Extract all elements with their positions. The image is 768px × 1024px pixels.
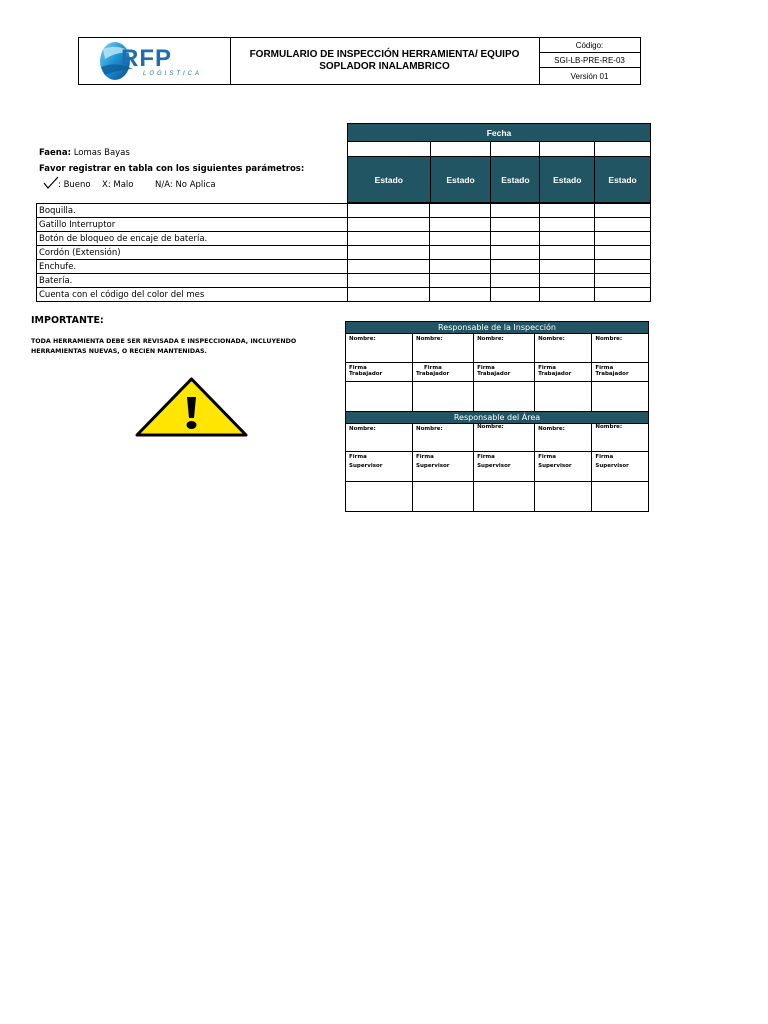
firma-supervisor-cell[interactable]: [474, 452, 535, 482]
responsible-table: [345, 321, 649, 512]
logo-cell: [79, 38, 231, 84]
status-cell[interactable]: [430, 274, 491, 288]
trabajador-label: Trabajador: [416, 371, 450, 377]
status-cell[interactable]: [595, 260, 651, 274]
nombre-cell[interactable]: Nombre:: [535, 334, 592, 363]
status-cell[interactable]: [430, 288, 491, 302]
form-title-line1: FORMULARIO DE INSPECCIÓN HERRAMIENTA/ EQUIPO: [249, 49, 520, 60]
nombre-cell[interactable]: Nombre:: [346, 334, 413, 363]
signature-cell[interactable]: [474, 482, 535, 512]
legend-good: : Bueno: [58, 180, 91, 190]
signature-cell[interactable]: [535, 382, 592, 412]
code-label: Código:: [539, 38, 640, 53]
supervisor-label: Supervisor: [349, 463, 383, 469]
item-label: Cuenta con el código del color del mes: [37, 288, 348, 302]
status-cell[interactable]: [540, 232, 595, 246]
faena-line: [39, 148, 130, 158]
status-cell[interactable]: [491, 204, 540, 218]
firma-supervisor-cell[interactable]: [592, 452, 649, 482]
firma-label: Firma: [595, 365, 614, 371]
nombre-cell[interactable]: Nombre:: [592, 424, 649, 452]
status-cell[interactable]: [595, 274, 651, 288]
item-label: Cordón (Extensión): [37, 246, 348, 260]
status-cell[interactable]: [347, 274, 430, 288]
important-text-line2: HERRAMIENTAS NUEVAS, O RECIEN MANTENIDAS.: [31, 348, 207, 355]
firma-label: Firma: [477, 365, 495, 371]
status-cell[interactable]: [595, 246, 651, 260]
status-cell[interactable]: [491, 274, 540, 288]
status-cell[interactable]: [540, 204, 595, 218]
estado-header-1: Estado: [348, 157, 431, 203]
firma-label: Firma: [424, 365, 442, 371]
signature-cell[interactable]: [413, 382, 474, 412]
status-cell[interactable]: [491, 246, 540, 260]
faena-value: Lomas Bayas: [73, 148, 130, 158]
faena-label: Faena:: [39, 148, 71, 158]
status-cell[interactable]: [491, 288, 540, 302]
important-text-line1: TODA HERRAMIENTA DEBE SER REVISADA E INSPECCIONADA, INCLUYENDO: [31, 338, 297, 345]
trabajador-label: Trabajador: [538, 371, 572, 377]
date-cell-4[interactable]: [540, 142, 595, 157]
status-cell[interactable]: [540, 288, 595, 302]
supervisor-label: Supervisor: [538, 463, 572, 469]
status-cell[interactable]: [430, 232, 491, 246]
version-label: Versión 01: [570, 71, 609, 81]
date-cell-2[interactable]: [430, 142, 491, 157]
date-cell-1[interactable]: [348, 142, 431, 157]
important-title: IMPORTANTE:: [31, 315, 104, 326]
legend-bad: X: Malo: [102, 180, 134, 190]
code-cell: [539, 38, 640, 84]
important-text: [31, 337, 296, 357]
logo-subtext: LOGISTICA: [143, 71, 203, 77]
signature-cell[interactable]: [346, 482, 413, 512]
estado-header-2: Estado: [430, 157, 491, 203]
code-value: SGI-LB-PRE-RE-03: [539, 53, 640, 68]
firma-supervisor-cell[interactable]: [413, 452, 474, 482]
item-label: Batería.: [37, 274, 348, 288]
status-cell[interactable]: [595, 204, 651, 218]
estado-header-5: Estado: [595, 157, 651, 203]
signature-cell[interactable]: [592, 482, 649, 512]
estado-header-4: Estado: [540, 157, 595, 203]
status-cell[interactable]: [491, 260, 540, 274]
nombre-cell[interactable]: Nombre:: [592, 334, 649, 363]
date-cell-3[interactable]: [491, 142, 540, 157]
signature-cell[interactable]: [346, 382, 413, 412]
status-cell[interactable]: [347, 246, 430, 260]
item-label: Enchufe.: [37, 260, 348, 274]
firma-trabajador-cell[interactable]: [535, 363, 592, 382]
status-cell[interactable]: [347, 288, 430, 302]
status-cell[interactable]: [430, 260, 491, 274]
status-cell[interactable]: [491, 218, 540, 232]
item-label: Botón de bloqueo de encaje de batería.: [37, 232, 348, 246]
date-cell-5[interactable]: [595, 142, 651, 157]
nombre-cell[interactable]: Nombre:: [413, 424, 474, 452]
trabajador-label: Trabajador: [477, 371, 511, 377]
status-cell[interactable]: [540, 274, 595, 288]
status-cell[interactable]: [430, 204, 491, 218]
firma-trabajador-cell[interactable]: [474, 363, 535, 382]
status-cell[interactable]: [540, 218, 595, 232]
firma-supervisor-cell[interactable]: [535, 452, 592, 482]
legend-line: [43, 176, 263, 192]
signature-cell[interactable]: [413, 482, 474, 512]
firma-trabajador-cell[interactable]: [413, 363, 474, 382]
fecha-header: Fecha: [348, 124, 651, 142]
supervisor-label: Supervisor: [477, 463, 511, 469]
status-cell[interactable]: [347, 260, 430, 274]
firma-label: Firma: [349, 365, 367, 371]
logo-text: RFP: [121, 45, 172, 72]
firma-trabajador-cell[interactable]: [592, 363, 649, 382]
status-cell[interactable]: [595, 218, 651, 232]
nombre-cell[interactable]: Nombre:: [413, 334, 474, 363]
trabajador-label: Trabajador: [595, 371, 629, 377]
supervisor-label: Supervisor: [595, 463, 629, 469]
nombre-cell[interactable]: Nombre:: [474, 424, 535, 452]
inspection-responsible-header: Responsable de la Inspección: [346, 322, 649, 334]
legend-na: N/A: No Aplica: [155, 180, 216, 190]
supervisor-label: Supervisor: [416, 463, 450, 469]
status-cell[interactable]: [430, 246, 491, 260]
warning-icon: [135, 377, 248, 437]
signature-cell[interactable]: [535, 482, 592, 512]
firma-label: Firma: [595, 454, 614, 460]
instruction-text: Favor registrar en tabla con los siguientes parámetros:: [39, 164, 305, 174]
firma-label: Firma: [477, 454, 495, 460]
signature-cell[interactable]: [474, 382, 535, 412]
status-cell[interactable]: [595, 288, 651, 302]
firma-label: Firma: [349, 454, 367, 460]
item-label: Gatillo Interruptor: [37, 218, 348, 232]
nombre-cell[interactable]: Nombre:: [474, 334, 535, 363]
item-label: Boquilla.: [37, 204, 348, 218]
inspection-items-table: [36, 203, 651, 302]
nombre-cell[interactable]: Nombre:: [535, 424, 592, 452]
form-title: [230, 38, 540, 84]
firma-supervisor-cell[interactable]: [346, 452, 413, 482]
status-cell[interactable]: [540, 246, 595, 260]
status-cell[interactable]: [347, 232, 430, 246]
firma-label: Firma: [416, 454, 434, 460]
trabajador-label: Trabajador: [349, 371, 383, 377]
status-cell[interactable]: [595, 232, 651, 246]
area-responsible-header: Responsable del Área: [346, 412, 649, 424]
date-status-table: [347, 123, 651, 203]
status-cell[interactable]: [347, 218, 430, 232]
estado-header-3: Estado: [491, 157, 540, 203]
form-header: [78, 37, 641, 85]
status-cell[interactable]: [540, 260, 595, 274]
signature-cell[interactable]: [592, 382, 649, 412]
form-title-line2: SOPLADOR INALAMBRICO: [319, 61, 450, 72]
checkmark-icon: [43, 176, 59, 189]
nombre-cell[interactable]: Nombre:: [346, 424, 413, 452]
firma-trabajador-cell[interactable]: [346, 363, 413, 382]
firma-label: Firma: [538, 454, 556, 460]
status-cell[interactable]: [491, 232, 540, 246]
firma-label: Firma: [538, 365, 556, 371]
status-cell[interactable]: [430, 218, 491, 232]
status-cell[interactable]: [347, 204, 430, 218]
